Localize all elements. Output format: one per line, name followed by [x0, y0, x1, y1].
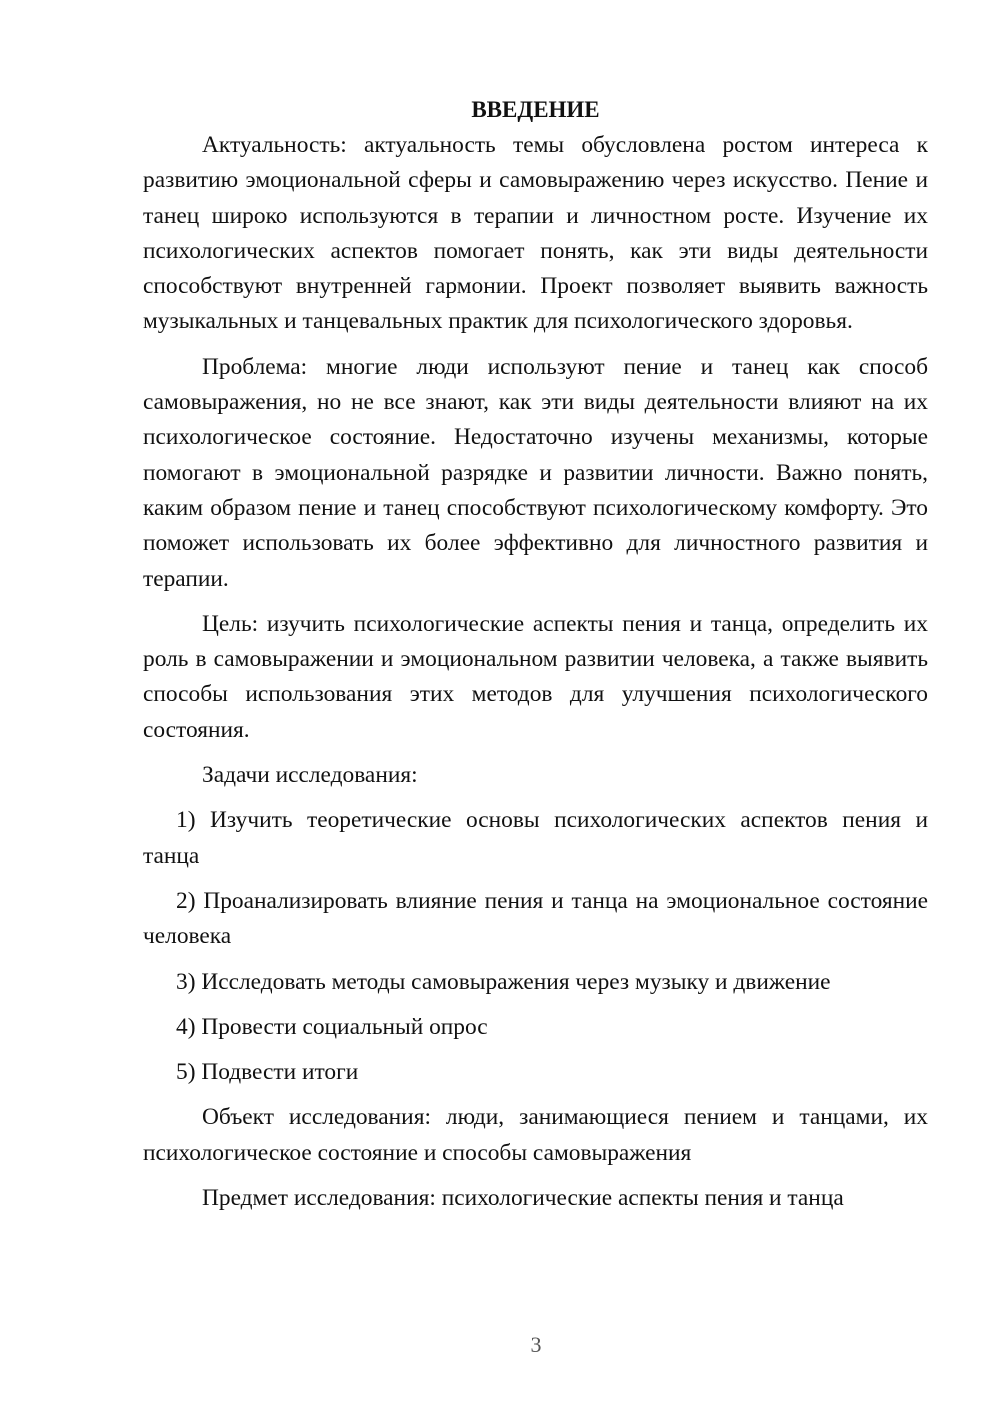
subject-paragraph: Предмет исследования: психологические аспекты пения и танца [202, 1185, 844, 1212]
goal-paragraph: Цель: изучить психологические аспекты пения и танца, определить их роль в самовыражении и эмоциональном развитии человека, а также выявить способы использования этих методов для улучшения психологического состояния. [143, 610, 928, 743]
task-item-5: 5) Подвести итоги [176, 1059, 359, 1086]
task-item-2: 2) Проанализировать влияние пения и танца на эмоциональное состояние человека [143, 887, 928, 950]
relevance-paragraph: Актуальность: актуальность темы обусловлена ростом интереса к развитию эмоциональной сферы и самовыражению через искусство. Пение и танец широко используются в терапии и личностном росте. Изучение их психологических аспектов помогает понять, как эти виды деятельности способствуют внутренней гармонии. Проект позволяет выявить важность музыкальных и танцевальных практик для психологического здоровья. [143, 132, 928, 335]
problem-paragraph: Проблема: многие люди используют пение и танец как способ самовыражения, но не все знают, как эти виды деятельности влияют на их психологическое состояние. Недостаточно изучены механизмы, которые помогают в эмоциональной разрядке и развитии личности. Важно понять, каким образом пение и танец способствуют психологическому комфорту. Это поможет использовать их более эффективно для личностного развития и терапии. [143, 353, 928, 592]
task-item-3: 3) Исследовать методы самовыражения через музыку и движение [176, 968, 831, 995]
task-item-4: 4) Провести социальный опрос [176, 1013, 488, 1040]
section-heading: ВВЕДЕНИЕ [471, 97, 600, 122]
object-paragraph: Объект исследования: люди, занимающиеся пением и танцами, их психологическое состояние и способы самовыражения [143, 1104, 928, 1166]
tasks-heading: Задачи исследования: [202, 762, 418, 789]
document-page [143, 92, 928, 1226]
task-item-1: 1) Изучить теоретические основы психологических аспектов пения и танца [143, 807, 928, 869]
page-number: 3 [530, 1332, 542, 1357]
